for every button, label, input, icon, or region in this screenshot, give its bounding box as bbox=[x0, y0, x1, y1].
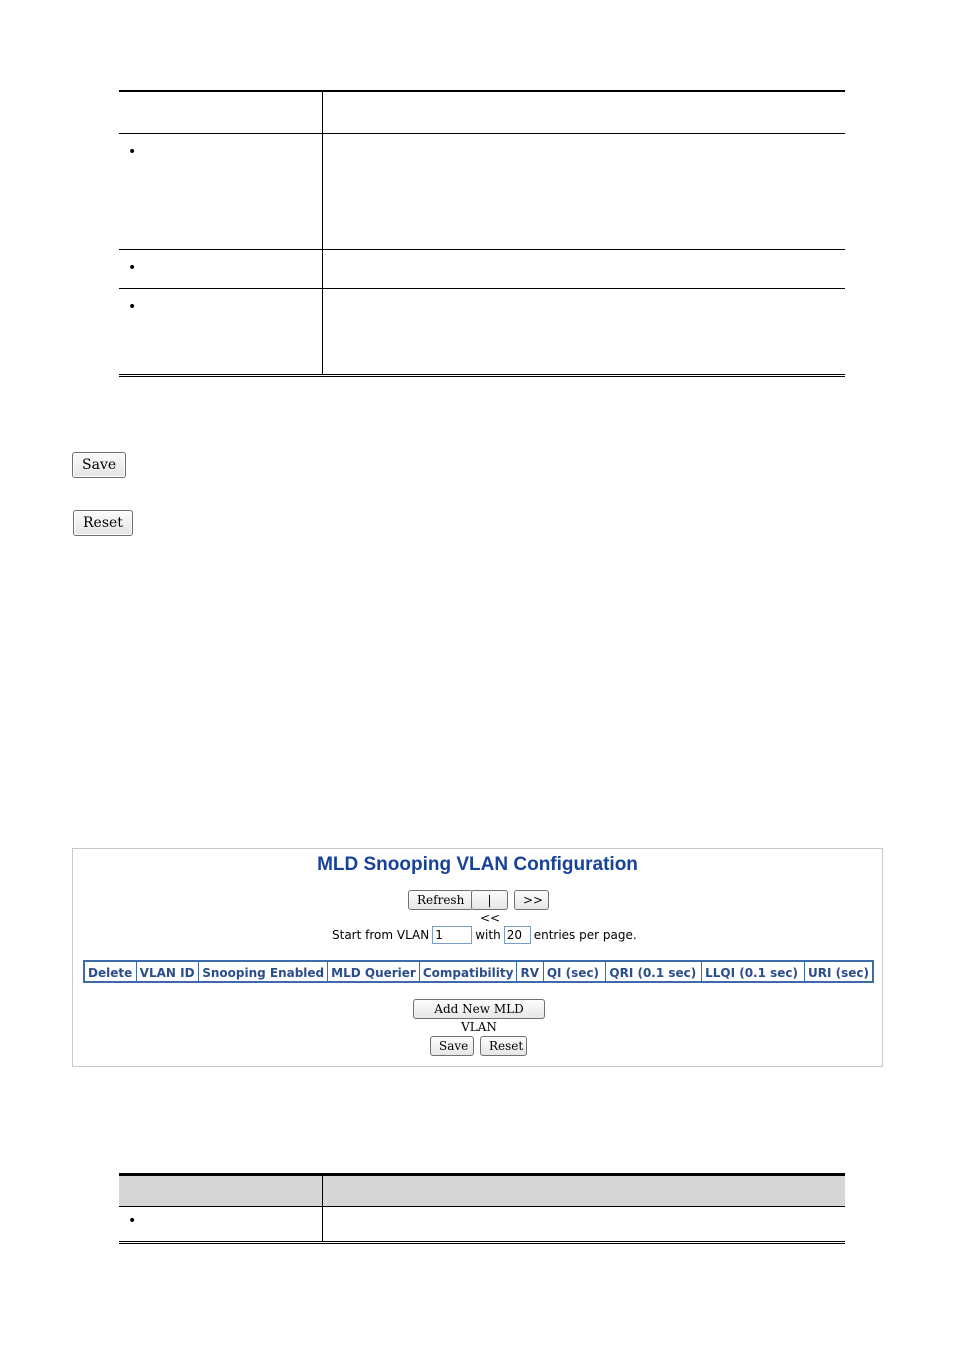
table-row-description bbox=[323, 250, 846, 289]
mld-vlan-table bbox=[83, 960, 874, 983]
table-header-description bbox=[323, 1175, 846, 1207]
panel-save-button[interactable]: Save bbox=[430, 1036, 474, 1056]
table-row-bullet: • bbox=[119, 1207, 323, 1243]
start-from-label: Start from VLAN bbox=[332, 928, 430, 942]
column-header-snooping-enabled: Snooping Enabled bbox=[199, 961, 328, 982]
table-row-bullet: • bbox=[119, 289, 323, 376]
page-title: MLD Snooping VLAN Configuration bbox=[317, 854, 638, 875]
table-row-description bbox=[323, 289, 846, 376]
start-vlan-input[interactable] bbox=[432, 926, 472, 944]
pagination-controls bbox=[332, 924, 637, 946]
table-header-row bbox=[84, 961, 873, 982]
table-header-description bbox=[323, 91, 846, 134]
column-header-uri: URI (sec) bbox=[805, 961, 874, 982]
column-header-qi: QI (sec) bbox=[543, 961, 606, 982]
column-header-delete: Delete bbox=[84, 961, 136, 982]
add-new-mld-vlan-button[interactable]: Add New MLD VLAN bbox=[413, 999, 545, 1019]
with-label: with bbox=[475, 928, 501, 942]
panel-reset-button[interactable]: Reset bbox=[480, 1036, 527, 1056]
reset-button[interactable]: Reset bbox=[73, 510, 133, 536]
column-header-compatibility: Compatibility bbox=[419, 961, 517, 982]
table-row-bullet: • bbox=[119, 134, 323, 250]
column-header-vlan-id: VLAN ID bbox=[136, 961, 199, 982]
parameter-description-table-upper bbox=[119, 90, 845, 377]
parameter-description-table-lower bbox=[119, 1173, 845, 1244]
column-header-qri: QRI (0.1 sec) bbox=[606, 961, 702, 982]
column-header-llqi: LLQI (0.1 sec) bbox=[702, 961, 805, 982]
table-row-description bbox=[323, 1207, 846, 1243]
first-page-button[interactable]: |<< bbox=[471, 890, 508, 910]
column-header-mld-querier: MLD Querier bbox=[328, 961, 420, 982]
table-header-object bbox=[119, 1175, 323, 1207]
entries-per-page-label: entries per page. bbox=[533, 928, 637, 942]
next-page-button[interactable]: >> bbox=[514, 890, 549, 910]
table-row-description bbox=[323, 134, 846, 250]
table-row-bullet: • bbox=[119, 250, 323, 289]
entries-per-page-input[interactable] bbox=[504, 926, 531, 944]
refresh-button[interactable]: Refresh bbox=[408, 890, 473, 910]
save-button[interactable]: Save bbox=[72, 452, 126, 478]
table-header-object bbox=[119, 91, 323, 134]
column-header-rv: RV bbox=[517, 961, 543, 982]
